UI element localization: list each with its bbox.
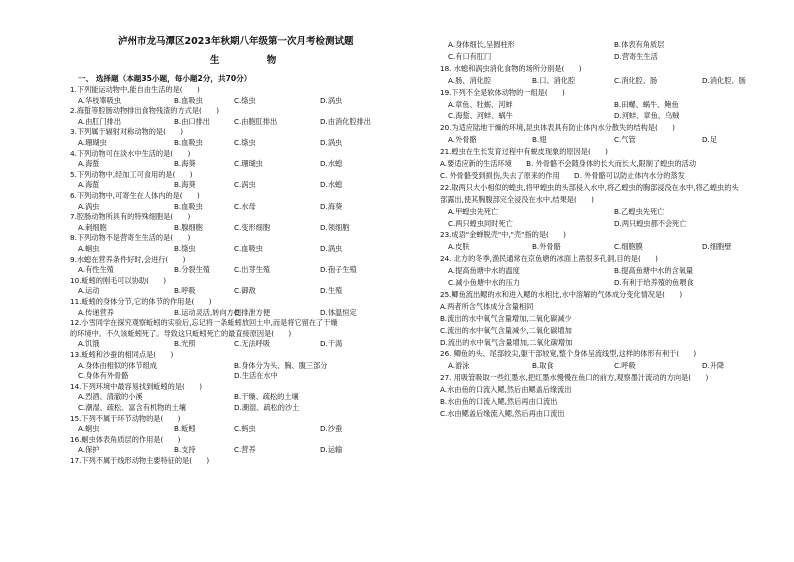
answer-option: A.蛔虫: [78, 424, 100, 434]
answer-option: D.升降: [702, 361, 725, 371]
answer-option: D.生殖: [320, 286, 343, 296]
answer-option: C.御敌: [234, 286, 256, 296]
answer-option: C.气管: [614, 135, 636, 145]
question-stem: C.水由鳃盖后缘流入鳃,然后再由口流出: [440, 408, 565, 418]
answer-option: A.保护: [78, 445, 100, 455]
answer-option: D.沙蚕: [320, 424, 343, 434]
answer-option: D.干渴: [320, 339, 343, 349]
answer-option: C.涡虫: [234, 180, 256, 190]
answer-option: B.分裂生殖: [174, 265, 210, 275]
answer-option: B.绦虫: [174, 244, 196, 253]
answer-option: C.两只蝗虫同时死亡: [448, 218, 513, 228]
answer-option: D.足: [702, 135, 718, 145]
answer-option: B.外骨骼: [532, 242, 561, 252]
answer-option: B.体表有角质层: [614, 40, 665, 49]
question-stem: 25.鲫鱼流出鳃的水和进入鳃的水相比,水中溶解的气体成分变化情况是( ): [440, 289, 683, 299]
answer-option: A.华枝睾吸虫: [78, 95, 122, 105]
question-stem: B.流出的水中氧气含量增加,二氧化碳减少: [440, 313, 572, 323]
question-stem: C.流出的水中氧气含量减少,二氧化碳增加: [440, 325, 572, 335]
answer-option: A.刺细胞: [78, 222, 107, 232]
question-stem: 2.海蜇等腔肠动物排出食物残渣的方式是( ): [70, 106, 220, 116]
answer-option: B.口、消化腔: [532, 75, 576, 85]
question-stem: C. 外骨骼受到损伤,失去了原来的作用 D. 外骨骼可以防止体内水分的蒸发: [440, 170, 685, 180]
answer-option: A.运动: [78, 286, 100, 296]
answer-option: D.涡虫: [320, 244, 343, 253]
question-stem: A.水由鱼的口流入鳃,然后由鳃盖后缘流出: [440, 385, 572, 395]
answer-option: A.皮肤: [448, 242, 470, 252]
answer-option: C.身体有外骨骼: [78, 371, 129, 381]
answer-option: C.海蜇、河蚌、蜗牛: [448, 111, 513, 121]
question-stem: 15.下列不属于环节动物的是( ): [70, 413, 181, 423]
answer-option: B.腺细胞: [174, 222, 203, 232]
answer-option: D.孢子生殖: [320, 265, 357, 275]
question-stem: 4.下列动物可在淡水中生活的是( ): [70, 148, 191, 158]
answer-option: C.珊瑚虫: [234, 159, 263, 169]
answer-option: B.蚯蚓: [174, 424, 196, 434]
answer-option: A.外骨骼: [448, 135, 477, 145]
answer-option: A.肠、消化腔: [448, 75, 492, 85]
answer-option: A.蛔虫: [78, 244, 100, 253]
question-stem: 23.成语"金蝉脱壳"中,"壳"指的是( ): [440, 230, 566, 240]
answer-option: B.干燥、疏松的土壤: [234, 392, 299, 402]
answer-option: A.烈酒、清澈的小溪: [78, 392, 143, 402]
answer-option: A.甲蝗虫先死亡: [448, 206, 499, 216]
answer-option: B.乙蝗虫先死亡: [614, 206, 665, 216]
answer-option: D.涡虫: [320, 138, 343, 147]
question-stem: 12.小雪同学在探究观察蚯蚓的实验后,忘记将一条蚯蚓放回土中,而是将它留在了干燥: [70, 318, 338, 328]
answer-option: C.出芽生殖: [234, 265, 271, 275]
question-stem: 27. 用吸管吸取一些红墨水,把红墨水慢慢在鱼口的前方,观察墨汁流动的方向是( ): [440, 373, 709, 383]
question-stem: 18. 水螅和涡虫消化食物的场所分别是( ): [440, 63, 582, 73]
question-stem: 13.蚯蚓和沙蚕的相同点是( ): [70, 350, 174, 359]
answer-option: B.海葵: [174, 180, 196, 190]
answer-option: B.田螺、蜗牛、鲍鱼: [614, 99, 679, 109]
answer-option: A.涡虫: [78, 201, 100, 211]
question-stem: 22.取两只大小相似的蝗虫,将甲蝗虫的头部侵入水中,将乙蝗虫的胸部浸没在水中,将乙蝗虫的头: [440, 182, 739, 192]
question-stem: 1.下列能运动物中,能自由生活的是( ): [70, 85, 200, 94]
answer-option: A.有性生殖: [78, 265, 114, 275]
answer-option: D.生活在水中: [234, 371, 278, 381]
answer-option: B.支持: [174, 445, 196, 455]
answer-option: D.消化腔、肠: [702, 75, 746, 85]
answer-option: B.提高鱼塘中水的含氧量: [614, 266, 694, 276]
answer-option: B.翅: [532, 135, 547, 145]
question-stem: A.要适应新的生活环境 B. 外骨骼不会随身体的长大而长大,限制了蝗虫的活动: [440, 159, 697, 168]
answer-option: D.水螅: [320, 180, 343, 190]
question-stem: 20.为适应陆地干燥的环境,昆虫体表具有防止体内水分散失的结构是( ): [440, 123, 675, 133]
question-stem: 14.下列环境中最容易找到蚯蚓的是( ): [70, 381, 203, 391]
answer-option: A.海蜇: [78, 159, 100, 169]
answer-option: A.海蜇: [78, 180, 100, 190]
question-stem: 8.下列动物不是营寄生生活的是( ): [70, 233, 191, 243]
answer-option: A.由肛门排出: [78, 116, 122, 126]
answer-option: C.无法呼吸: [234, 339, 271, 349]
answer-option: C.水母: [234, 201, 256, 211]
answer-option: B.光照: [174, 339, 196, 349]
answer-option: A.提高鱼塘中水的温度: [448, 266, 520, 276]
answer-option: D.潮湿、疏松的沙土: [234, 403, 300, 412]
answer-option: A.传递营养: [78, 307, 114, 317]
exam-title: 泸州市龙马潭区2023年秋期八年级第一次月考检测试题: [118, 36, 354, 47]
question-stem: 26. 鲫鱼的头、尾部较尖,躯干部较宽,整个身体呈流线型,这样的体形有利于( ): [440, 349, 697, 359]
answer-option: D.细胞壁: [702, 242, 732, 252]
answer-option: C.呼吸: [614, 361, 636, 371]
answer-option: C.有口有肛门: [448, 51, 492, 61]
question-stem: 的环境中。不久该蚯蚓死了。导致这只蚯蚓死亡的最直接原因是( ): [70, 328, 292, 338]
question-stem: D.流出的水中氧气含量增加,二氧化碳增加: [440, 337, 573, 347]
answer-option: A.游泳: [448, 361, 470, 371]
answer-option: D.水螅: [320, 159, 343, 169]
answer-option: C.由胞肛排出: [234, 116, 278, 126]
answer-option: D.运输: [320, 445, 343, 455]
section-heading: 一、 选择题（本题35小题，每小题2分，共70分）: [78, 74, 252, 83]
question-stem: 11.蚯蚓的身体分节,它的体节的作用是( ): [70, 297, 212, 306]
answer-option: C.血吸虫: [234, 244, 263, 253]
question-stem: 部露出,使其胸腹部完全浸没在水中,结果是( ): [440, 194, 594, 204]
answer-option: D.营寄生生活: [614, 51, 658, 61]
answer-option: D.涡虫: [320, 95, 343, 105]
answer-option: A.珊瑚虫: [78, 138, 107, 147]
question-stem: 3.下列属于辐射对称动物的是( ): [70, 127, 184, 137]
answer-option: A.身体细长,呈圆柱形: [448, 40, 515, 49]
question-stem: 7.腔肠动物所具有的特殊细胞是( ): [70, 212, 191, 222]
question-stem: 16.蛔虫体表角质层的作用是( ): [70, 434, 181, 444]
answer-option: D.河蚌、章鱼、乌贼: [614, 111, 680, 121]
answer-option: C.营养: [234, 445, 256, 455]
question-stem: A.两者所含气体成分含量相同: [440, 301, 534, 311]
answer-option: D.体温恒定: [320, 307, 357, 317]
answer-option: A.身体由相似的体节组成: [78, 360, 157, 370]
answer-option: C.细胞膜: [614, 242, 643, 252]
answer-option: B.由口排出: [174, 116, 210, 126]
question-stem: 9.水螅在营养条件好时,会进行( ): [70, 254, 186, 264]
question-stem: 19.下列不全是软体动物的一组是( ): [440, 87, 565, 97]
question-stem: 5.下列动物中,经加工可食用的是( ): [70, 169, 193, 179]
answer-option: B.运动灵活,转向方便: [174, 307, 242, 317]
answer-option: C.潮湿、疏松、富含有机物的土壤: [78, 403, 186, 412]
answer-option: B.血吸虫: [174, 201, 203, 211]
question-stem: 10.蚯蚓的刚毛可以协助( ): [70, 275, 167, 285]
answer-option: D.两只蝗虫都不会死亡: [614, 218, 687, 228]
question-stem: 21.蝗虫在生长发育过程中有蜕皮现象的原因是( ): [440, 147, 608, 157]
answer-option: B.身体分为头、胸、腹三部分: [234, 360, 328, 370]
question-stem: 6.下列动物中,可寄生在人体内的是( ): [70, 191, 200, 200]
answer-option: C.绦虫: [234, 95, 256, 105]
answer-option: D.领细胞: [320, 222, 350, 232]
answer-option: A.章鱼、牡蛎、河蚌: [448, 99, 513, 109]
answer-option: C.绦虫: [234, 138, 256, 147]
answer-option: B.海葵: [174, 159, 196, 169]
exam-subject: 生 物: [210, 55, 299, 66]
answer-option: C.减小鱼塘中水的压力: [448, 278, 520, 287]
answer-option: D.海葵: [320, 201, 343, 211]
answer-option: C.变形细胞: [234, 222, 271, 232]
answer-option: C.排泄方便: [234, 307, 271, 317]
question-stem: B.水由鱼的口流入鳃,然后再由口流出: [440, 397, 558, 406]
answer-option: A.饥饿: [78, 339, 100, 349]
question-stem: 24. 北方的冬季,渔民通常在京鱼塘的冰面上凿很多孔洞,目的是( ): [440, 254, 658, 264]
answer-option: C.蚂虫: [234, 424, 256, 434]
answer-option: B.血吸虫: [174, 138, 203, 147]
question-stem: 17.下列不属于线形动物主要特征的是( ): [70, 456, 210, 465]
answer-option: B.呼吸: [174, 286, 196, 296]
answer-option: B.血吸虫: [174, 95, 203, 105]
answer-option: C.消化腔、肠: [614, 75, 658, 85]
answer-option: B.取食: [532, 361, 554, 371]
answer-option: D.由消化腔排出: [320, 116, 371, 126]
answer-option: D.有利于给养殖的鱼喂食: [614, 278, 694, 287]
